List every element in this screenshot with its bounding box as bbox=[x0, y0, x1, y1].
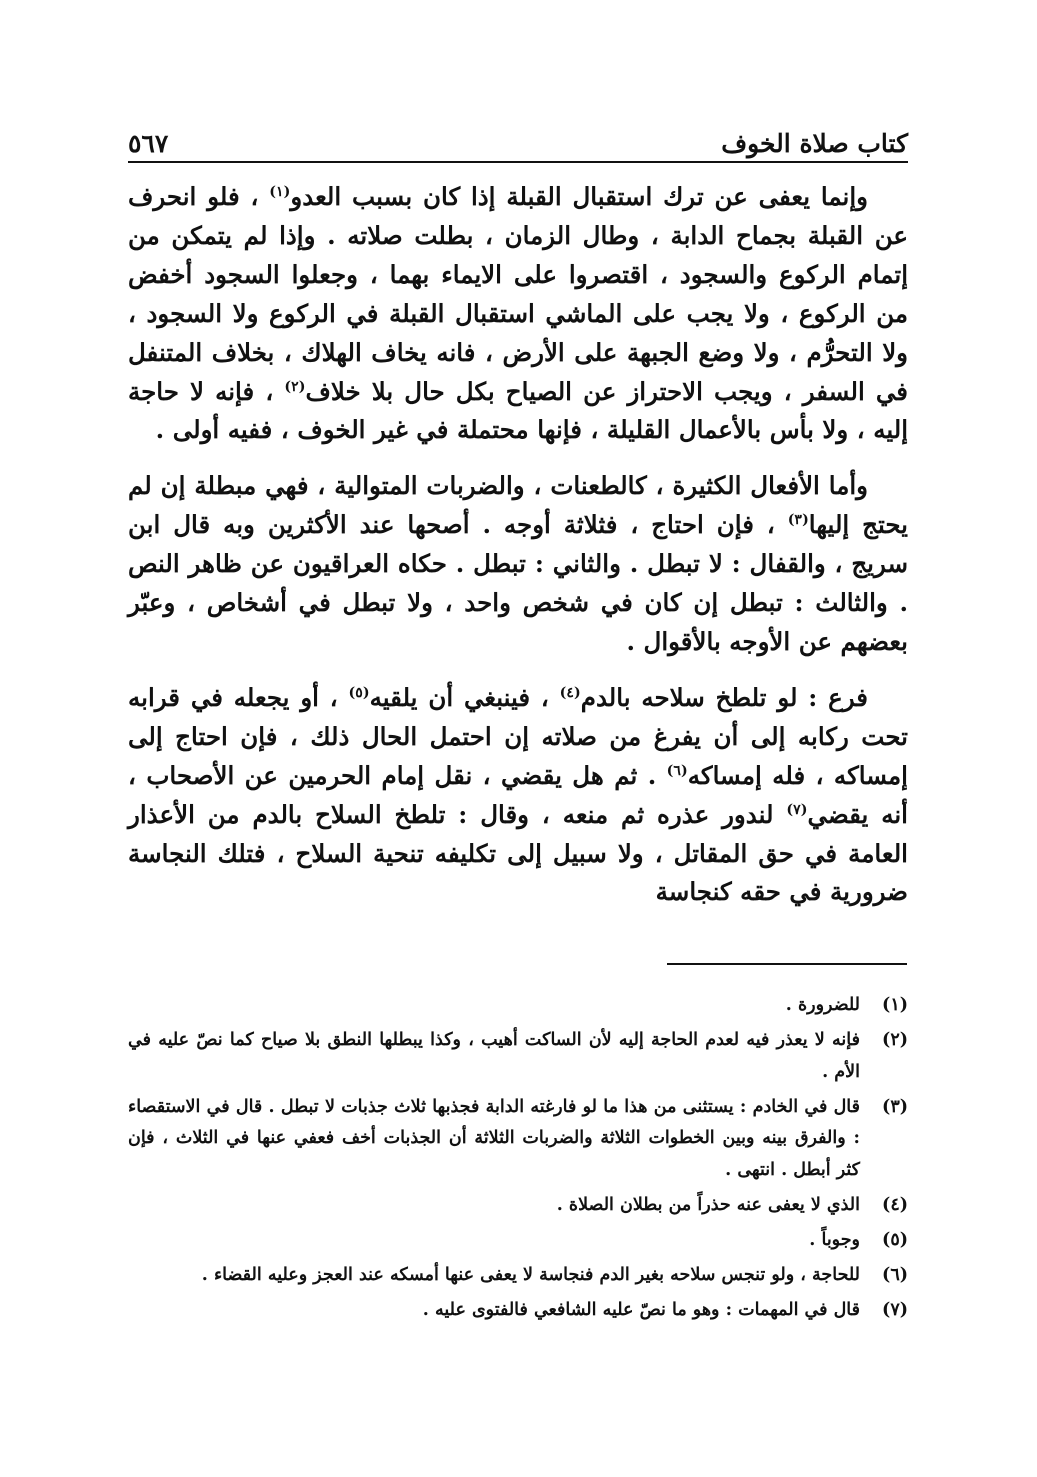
footnote-ref: (٢) bbox=[284, 378, 306, 395]
running-title: كتاب صلاة الخوف bbox=[721, 129, 908, 158]
text-run: فرع : لو تلطخ سلاحه بالدم bbox=[580, 682, 869, 712]
footnote-number: (٧) bbox=[882, 1299, 908, 1320]
footnote bbox=[128, 1025, 908, 1088]
text-run: لندور عذره ثم منعه ، وقال : تلطخ السلاح بالدم من الأعذار العامة في حق المقاتل ، ولا سبيل إلى تكليفه تنحية السلاح ، فتلك النجاسة ضرورية في حقه كنجاسة bbox=[128, 799, 908, 907]
footnote bbox=[128, 990, 908, 1022]
text-run: وإنما يعفى عن ترك استقبال القبلة إذا كان بسبب العدو bbox=[290, 182, 868, 211]
main-text bbox=[128, 178, 908, 912]
footnote bbox=[128, 1260, 908, 1292]
footnote-number: (٥) bbox=[882, 1229, 908, 1250]
footnote-text: للحاجة ، ولو تنجس سلاحه بغير الدم فنجاسة لا يعفى عنها أمسكه عند العجز وعليه القضاء . bbox=[201, 1264, 860, 1285]
paragraph bbox=[128, 178, 908, 450]
footnote-number: (٢) bbox=[882, 1030, 908, 1050]
footnote-number: (١) bbox=[882, 995, 908, 1015]
footnote-ref: (٣) bbox=[787, 512, 809, 529]
footnotes-list bbox=[128, 990, 908, 1330]
footnote-text: قال في المهمات : وهو ما نصّ عليه الشافعي فالفتوى عليه . bbox=[422, 1299, 860, 1320]
footnote-number: (٣) bbox=[882, 1096, 908, 1117]
paragraph bbox=[128, 467, 908, 662]
header-rule bbox=[128, 161, 908, 163]
footnote-text: قال في الخادم : يستثنى من هذا ما لو فارغته الدابة فجذبها ثلاث جذبات لا تبطل . قال في الاستقصاء : والفرق بينه وبين الخطوات الثلاثة والضربات الثلاثة أن الجذبات أخف فعفي عنها في الثلاث ، فإن كثر أبطل . انتهى . bbox=[128, 1096, 860, 1180]
text-run: ، فلو انحرف عن القبلة بجماح الدابة ، وطال الزمان ، بطلت صلاته . وإذا لم يتمكن من إتمام الركوع والسجود ، اقتصروا على الايماء بهما ، وجعلوا السجود أخفض من الركوع ، ولا يجب على الماشي استقبال القبلة في الركوع ولا السجود ، ولا التحرُّم ، ولا وضع الجبهة على الأرض ، فانه يخاف الهلاك ، بخلاف المتنفل في السفر ، ويجب الاحتراز عن الصياح بكل حال بلا خلاف bbox=[128, 182, 908, 406]
footnote-text: للضرورة . bbox=[785, 995, 860, 1015]
text-run: ، أو يجعله في قرابه تحت ركابه إلى أن يفرغ من صلاته إن احتمل الحال ذلك ، فإن احتاج إلى إمساكه ، فله إمساكه bbox=[128, 682, 908, 790]
page-header bbox=[128, 118, 908, 158]
footnote bbox=[128, 1295, 908, 1327]
footnote bbox=[128, 1225, 908, 1257]
footnote-divider bbox=[667, 963, 907, 965]
footnote bbox=[128, 1190, 908, 1222]
text-run: وأما الأفعال الكثيرة ، كالطعنات ، والضربات المتوالية ، فهي مبطلة إن لم يحتج إليها bbox=[128, 471, 908, 540]
paragraph bbox=[128, 679, 908, 912]
footnote-text: الذي لا يعفى عنه حذراً من بطلان الصلاة . bbox=[556, 1194, 860, 1215]
footnote-ref: (٥) bbox=[348, 684, 370, 701]
footnote-ref: (١) bbox=[269, 183, 291, 200]
footnote-ref: (٤) bbox=[559, 684, 581, 701]
text-run: ، فإنه لا حاجة إليه ، ولا بأس بالأعمال القليلة ، فإنها محتملة في غير الخوف ، ففيه أولى . bbox=[128, 376, 908, 445]
text-run: ، فإن احتاج ، فثلاثة أوجه . أصحها عند الأكثرين وبه قال ابن سريج ، والقفال : لا تبطل . والثاني : تبطل . حكاه العراقيون عن ظاهر النص . والثالث : تبطل إن كان في شخص واحد ، ولا تبطل في أشخاص ، وعبّر بعضهم عن الأوجه بالأقوال . bbox=[128, 510, 908, 656]
footnote-text: فإنه لا يعذر فيه لعدم الحاجة إليه لأن الساكت أهيب ، وكذا يبطلها النطق بلا صياح كما نصّ عليه في الأم . bbox=[128, 1030, 860, 1082]
footnote-number: (٤) bbox=[882, 1194, 908, 1215]
text-run: ، فينبغي أن يلقيه bbox=[369, 682, 560, 712]
footnote bbox=[128, 1092, 908, 1187]
footnote-text: وجوباً . bbox=[809, 1229, 860, 1250]
page-number: ٥٦٧ bbox=[128, 129, 169, 158]
text-run: . ثم هل يقضي ، نقل إمام الحرمين عن الأصحاب ، أنه يقضي bbox=[128, 760, 908, 829]
footnote-number: (٦) bbox=[882, 1264, 908, 1285]
footnote-ref: (٧) bbox=[786, 801, 808, 818]
footnote-ref: (٦) bbox=[666, 762, 688, 779]
